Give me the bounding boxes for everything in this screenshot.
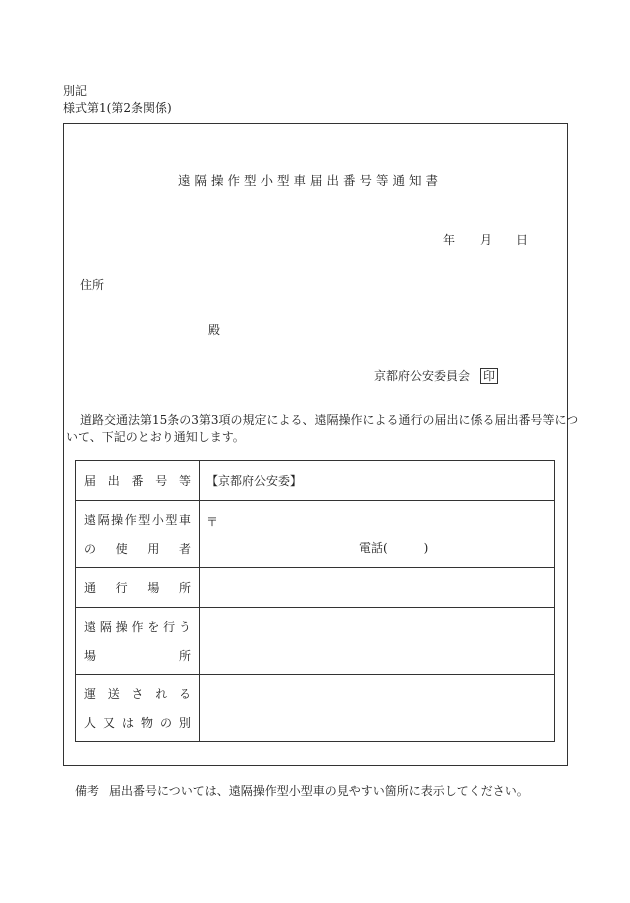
footer-note	[75, 782, 529, 799]
date-year: 年	[443, 233, 456, 247]
header-appendix-label: 別記	[63, 84, 88, 98]
row5-value	[200, 675, 555, 742]
table-row-operation-place	[76, 608, 555, 675]
phone-label: 電話( )	[359, 541, 429, 555]
date-month: 月	[480, 233, 493, 247]
seal-mark: 印	[480, 368, 498, 384]
body-text-line1: 道路交通法第15条の3第3項の規定による、遠隔操作による通行の届出に係る届出番号等につ	[80, 413, 579, 427]
form-title: 遠隔操作型小型車届出番号等通知書	[178, 173, 443, 188]
row2-value	[200, 501, 555, 568]
table-row-user	[76, 501, 555, 568]
issuer-name: 京都府公安委員会	[374, 369, 471, 383]
issuer-line	[374, 367, 498, 384]
date-day: 日	[516, 233, 529, 247]
row4-label: 遠 隔 操 作 を 行 う 場 所	[76, 608, 200, 675]
table-row-number	[76, 461, 555, 501]
address-label: 住所	[80, 278, 105, 292]
row1-label: 届 出 番 号 等	[76, 461, 200, 501]
table-row-transport	[76, 675, 555, 742]
header-form-number: 様式第1(第2条関係)	[63, 101, 172, 115]
row3-value	[200, 568, 555, 608]
table-row-place	[76, 568, 555, 608]
body-text-line2: いて、下記のとおり通知します。	[66, 430, 245, 444]
row5-label: 運 送 さ れ る 人 又 は 物 の 別	[76, 675, 200, 742]
row1-value: 【京都府公安委】	[200, 461, 555, 501]
notification-table	[75, 460, 555, 742]
row3-label: 通 行 場 所	[76, 568, 200, 608]
row4-value	[200, 608, 555, 675]
note-label: 備考	[75, 784, 100, 798]
note-text: 届出番号については、遠隔操作型小型車の見やすい箇所に表示してください。	[109, 784, 529, 798]
postal-mark: 〒	[206, 515, 219, 529]
recipient-suffix: 殿	[208, 323, 221, 337]
row2-label: 遠 隔 操 作 型 小 型 車 の 使 用 者	[76, 501, 200, 568]
